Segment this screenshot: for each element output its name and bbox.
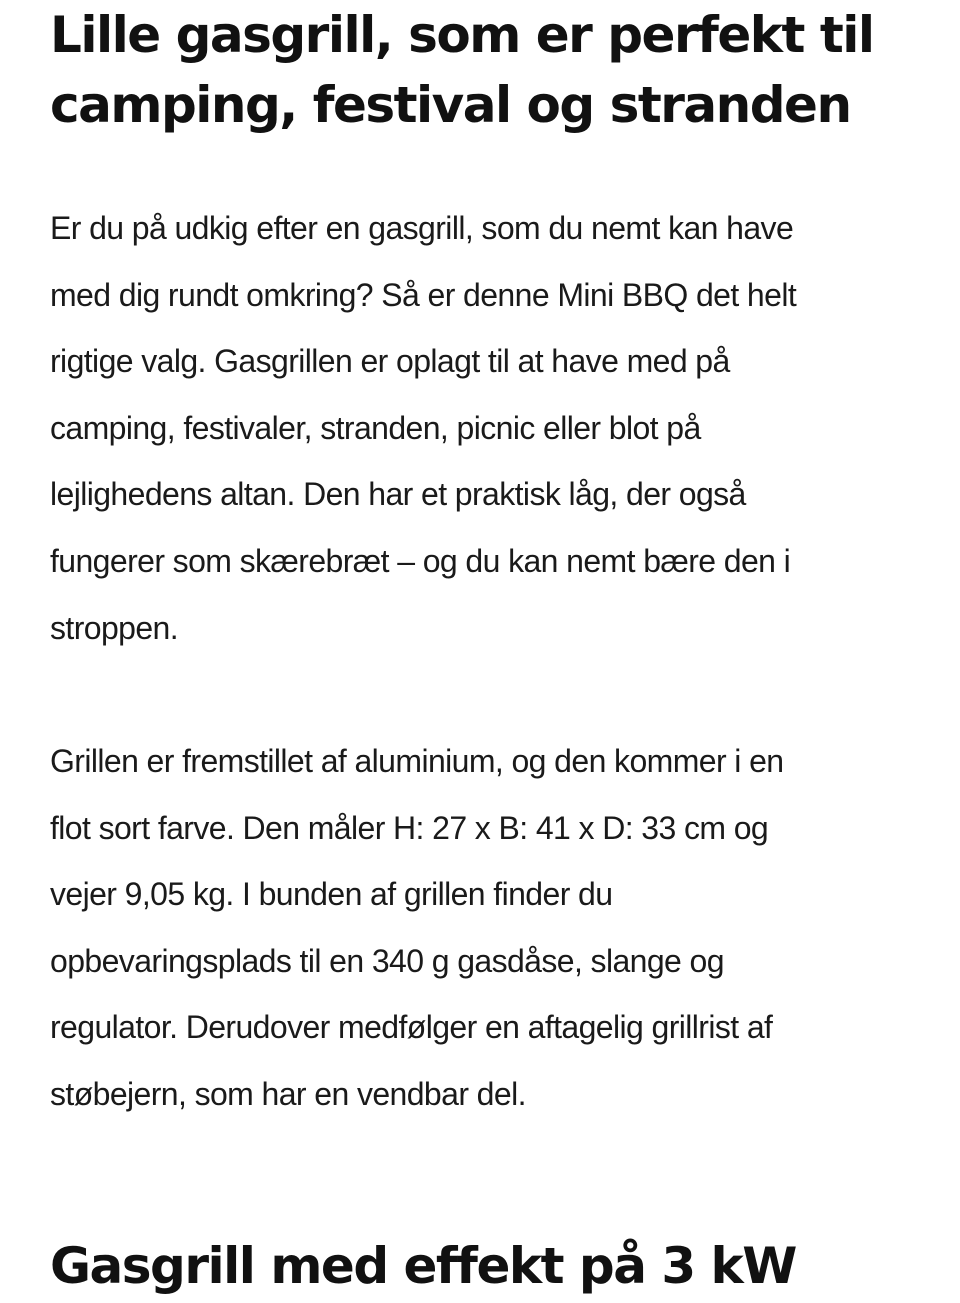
paragraph-line: camping, festivaler, stranden, picnic eller blot på (50, 409, 701, 446)
paragraph-line: lejlighedens altan. Den har et praktisk låg, der også (50, 476, 746, 513)
section-heading-small-gas-grill (50, 0, 874, 140)
heading-line: camping, festival og stranden (50, 76, 851, 134)
paragraph-line: Er du på udkig efter en gasgrill, som du nemt kan have (50, 210, 794, 246)
heading-line: Lille gasgrill, som er perfekt til (50, 6, 874, 64)
paragraph-line: opbevaringsplads til en 340 g gasdåse, slange og (50, 942, 724, 979)
paragraph-specifications (50, 728, 784, 1128)
paragraph-line: flot sort farve. Den måler H: 27 x B: 41 x D: 33 cm og (50, 809, 769, 846)
paragraph-line: rigtige valg. Gasgrillen er oplagt til at have med på (50, 343, 730, 380)
paragraph-line: støbejern, som har en vendbar del. (50, 1075, 526, 1112)
paragraph-line: med dig rundt omkring? Så er denne Mini BBQ det helt (50, 276, 797, 313)
paragraph-intro (50, 195, 796, 661)
paragraph-line: Grillen er fremstillet af aluminium, og den kommer i en (50, 743, 784, 779)
paragraph-line: vejer 9,05 kg. I bunden af grillen finder du (50, 876, 613, 913)
paragraph-line: stroppen. (50, 609, 179, 646)
paragraph-line: fungerer som skærebræt – og du kan nemt bære den i (50, 542, 791, 579)
paragraph-line: regulator. Derudover medfølger en aftagelig grillrist af (50, 1009, 773, 1046)
section-heading-power: Gasgrill med effekt på 3 kW (50, 1237, 796, 1295)
